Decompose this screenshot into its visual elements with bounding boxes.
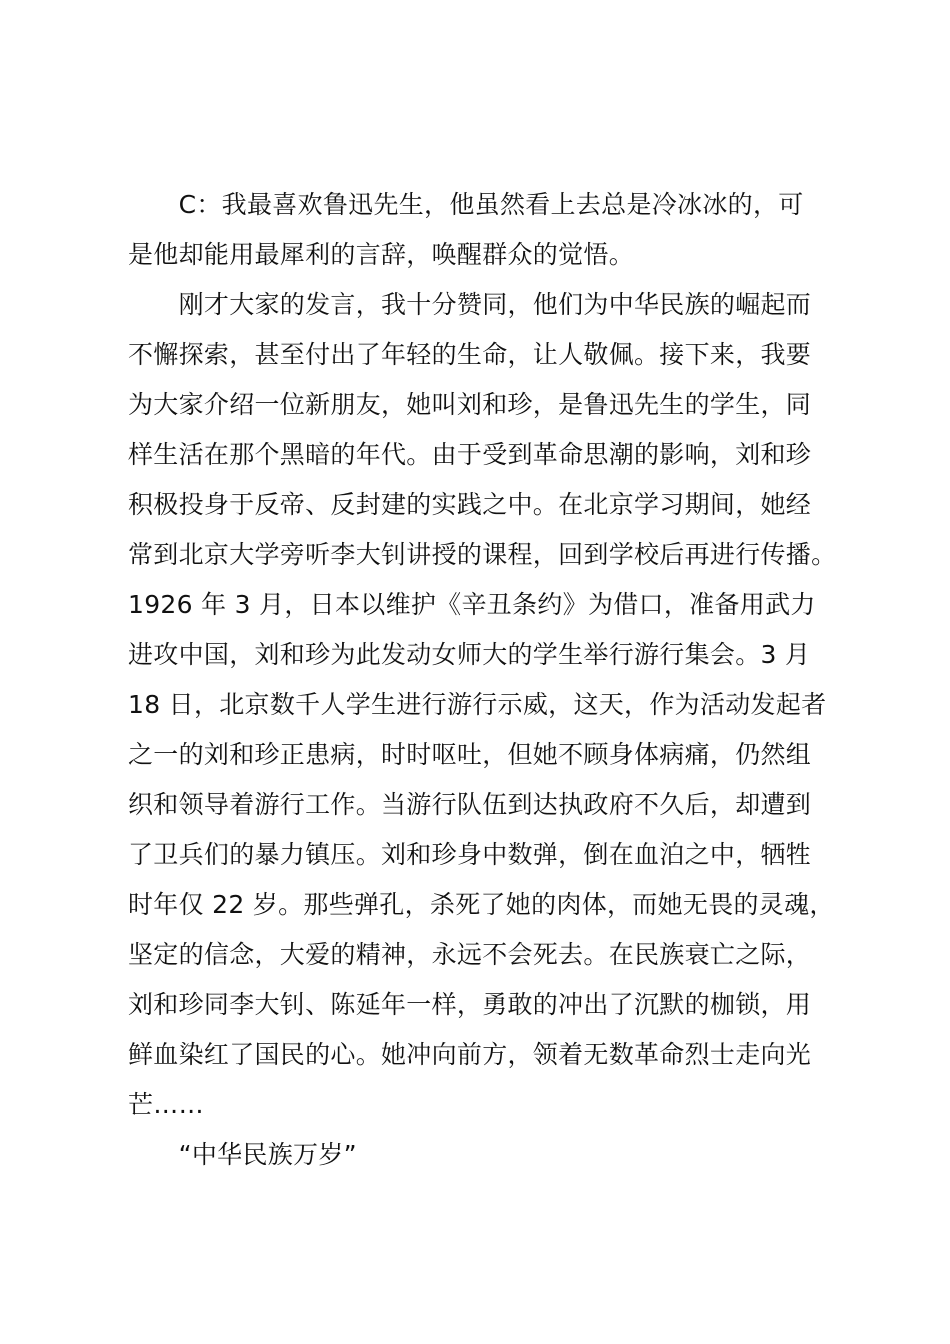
paragraph-2-line-6: 常到北京大学旁听李大钊讲授的课程，回到学校后再进行传播。 [128, 540, 837, 569]
paragraph-1-line-2: 是他却能用最犀利的言辞，唤醒群众的觉悟。 [128, 240, 635, 269]
paragraph-2-line-16: 鲜血染红了国民的心。她冲向前方，领着无数革命烈士走向光 [128, 1040, 812, 1069]
paragraph-2-line-7: 1926 年 3 月，日本以维护《辛丑条约》为借口，准备用武力 [128, 590, 816, 619]
paragraph-2-line-10: 之一的刘和珍正患病，时时呕吐，但她不顾身体病痛，仍然组 [128, 740, 812, 769]
paragraph-2-line-15: 刘和珍同李大钊、陈延年一样，勇敢的冲出了沉默的枷锁，用 [128, 990, 812, 1019]
paragraph-2-line-8: 进攻中国，刘和珍为此发动女师大的学生举行游行集会。3 月 [128, 640, 811, 669]
paragraph-2-line-2: 不懈探索，甚至付出了年轻的生命，让人敬佩。接下来，我要 [128, 340, 812, 369]
paragraph-2-line-12: 了卫兵们的暴力镇压。刘和珍身中数弹，倒在血泊之中，牺牲 [128, 840, 812, 869]
paragraph-2-line-4: 样生活在那个黑暗的年代。由于受到革命思潮的影响，刘和珍 [128, 440, 812, 469]
paragraph-1-line-1: C：我最喜欢鲁迅先生，他虽然看上去总是冷冰冰的，可 [128, 190, 804, 219]
paragraph-3-line-1: “中华民族万岁” [128, 1140, 357, 1169]
paragraph-2-line-17: 芒…… [128, 1090, 204, 1119]
paragraph-2-line-5: 积极投身于反帝、反封建的实践之中。在北京学习期间，她经 [128, 490, 812, 519]
paragraph-2-line-14: 坚定的信念，大爱的精神，永远不会死去。在民族衰亡之际， [128, 940, 812, 969]
paragraph-2-line-13: 时年仅 22 岁。那些弹孔，杀死了她的肉体，而她无畏的灵魂， [128, 890, 835, 919]
paragraph-2-line-1: 刚才大家的发言，我十分赞同，他们为中华民族的崛起而 [128, 290, 812, 319]
paragraph-2-line-3: 为大家介绍一位新朋友，她叫刘和珍，是鲁迅先生的学生，同 [128, 390, 812, 419]
paragraph-2-line-9: 18 日，北京数千人学生进行游行示威，这天，作为活动发起者 [128, 690, 827, 719]
paragraph-2-line-11: 织和领导着游行工作。当游行队伍到达执政府不久后，却遭到 [128, 790, 812, 819]
